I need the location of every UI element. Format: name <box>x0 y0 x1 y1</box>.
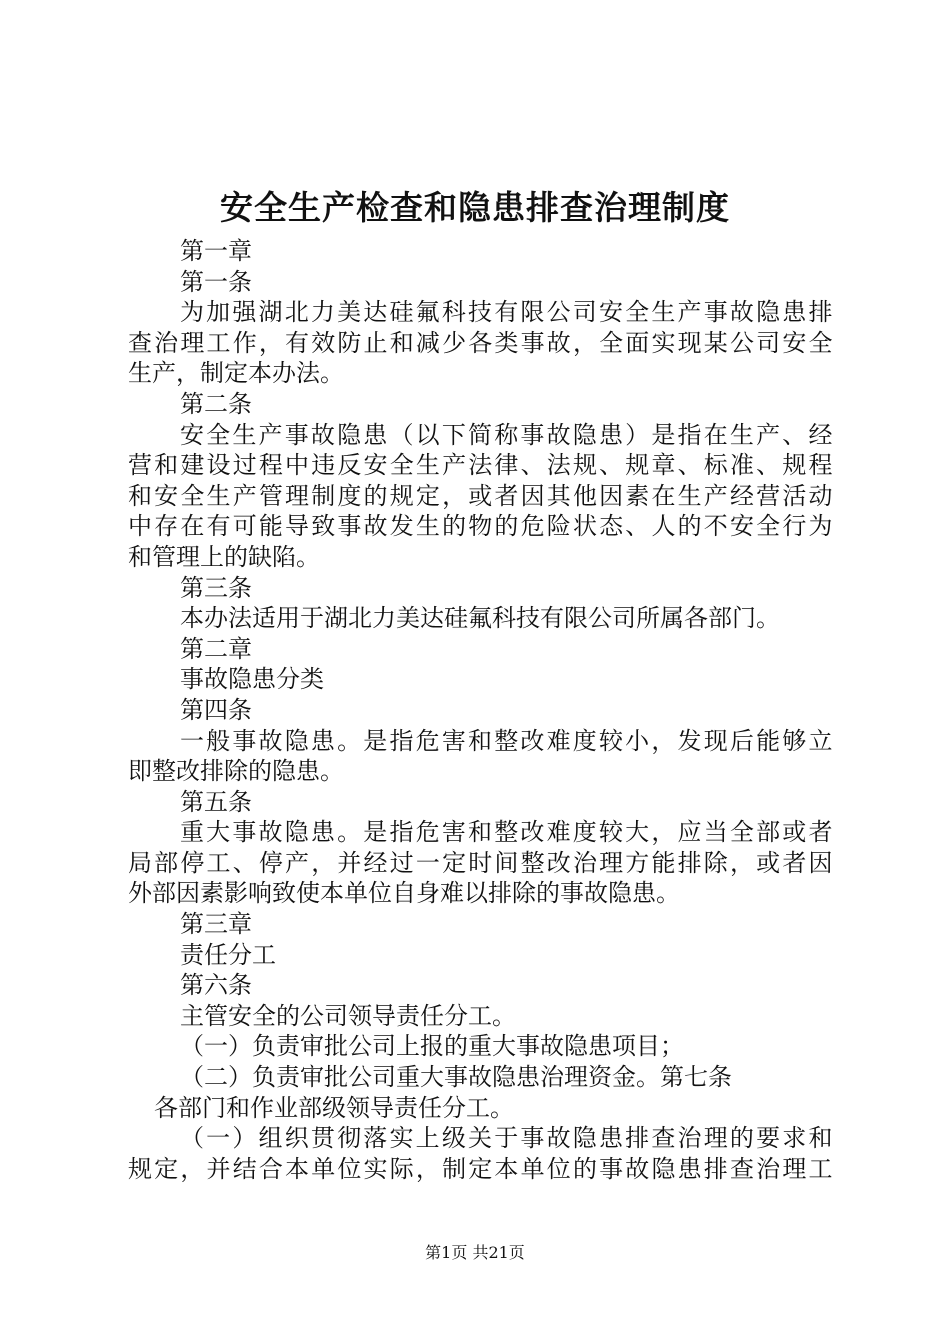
body-line: （二）负责审批公司重大事故隐患治理资金。第七条 <box>180 1063 732 1092</box>
page-footer: 第1页 共21页 <box>425 1243 525 1262</box>
body-line: 事故隐患分类 <box>180 665 324 694</box>
body-line: 外部因素影响致使本单位自身难以排除的事故隐患。 <box>128 879 680 908</box>
document-body <box>128 236 833 1184</box>
body-line: 重大事故隐患。是指危害和整改难度较大，应当全部或者 <box>180 818 833 847</box>
body-line: 本办法适用于湖北力美达硅氟科技有限公司所属各部门。 <box>180 604 780 633</box>
body-line: 即整改排除的隐患。 <box>128 757 344 786</box>
body-line: 查治理工作，有效防止和减少各类事故，全面实现某公司安全 <box>128 328 833 357</box>
body-line: 第四条 <box>180 695 252 724</box>
body-line: 一般事故隐患。是指危害和整改难度较小，发现后能够立 <box>180 726 833 755</box>
body-line: 主管安全的公司领导责任分工。 <box>180 1001 516 1030</box>
body-line: 中存在有可能导致事故发生的物的危险状态、人的不安全行为 <box>128 512 833 541</box>
body-line: 和管理上的缺陷。 <box>128 542 320 571</box>
body-line: 第二条 <box>180 389 252 418</box>
body-line: 规定，并结合本单位实际，制定本单位的事故隐患排查治理工 <box>128 1154 833 1183</box>
body-line: 各部门和作业部级领导责任分工。 <box>154 1093 514 1122</box>
body-line: 和安全生产管理制度的规定，或者因其他因素在生产经营活动 <box>128 481 833 510</box>
body-line: 营和建设过程中违反安全生产法律、法规、规章、标准、规程 <box>128 451 833 480</box>
body-line: （一）负责审批公司上报的重大事故隐患项目； <box>180 1032 684 1061</box>
body-line: 安全生产事故隐患（以下简称事故隐患）是指在生产、经 <box>180 420 833 449</box>
body-line: 第一条 <box>180 267 252 296</box>
body-line: 第二章 <box>180 634 252 663</box>
body-line: 生产，制定本办法。 <box>128 359 344 388</box>
body-line: 责任分工 <box>180 940 276 969</box>
body-line: 第三章 <box>180 910 252 939</box>
body-line: （一）组织贯彻落实上级关于事故隐患排查治理的要求和 <box>180 1124 833 1153</box>
body-line: 局部停工、停产，并经过一定时间整改治理方能排除，或者因 <box>128 848 833 877</box>
body-line: 第一章 <box>180 237 252 265</box>
body-line: 第三条 <box>180 573 252 602</box>
body-line: 第五条 <box>180 787 252 816</box>
body-line: 第六条 <box>180 971 252 1000</box>
body-line: 为加强湖北力美达硅氟科技有限公司安全生产事故隐患排 <box>180 298 833 327</box>
document-title: 安全生产检查和隐患排查治理制度 <box>220 188 730 227</box>
